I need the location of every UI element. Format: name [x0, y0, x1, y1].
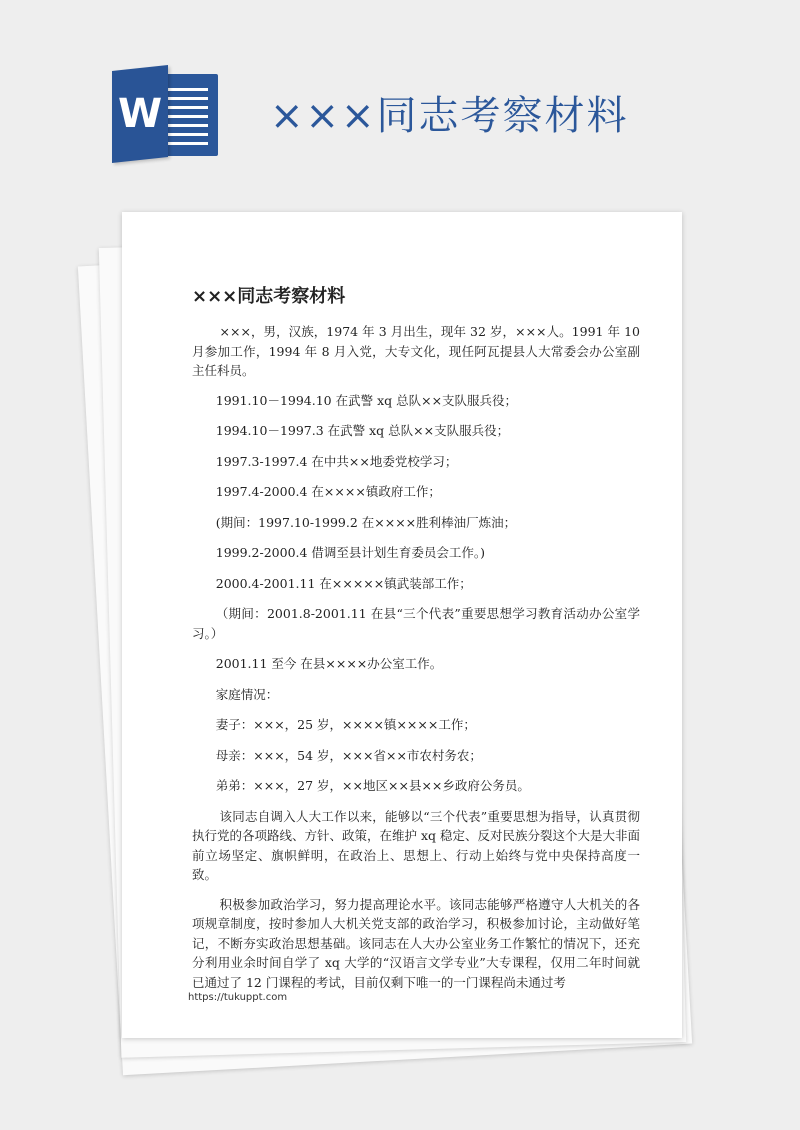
- family-item: 弟弟：×××，27 岁，××地区××县××乡政府公务员。: [215, 778, 530, 793]
- family-item: 母亲：×××，54 岁，×××省××市农村务农；: [215, 747, 482, 763]
- resume-item: 2000.4-2001.11 在×××××镇武装部工作；: [215, 575, 472, 591]
- paragraph-evaluation: 该同志自调入人大工作以来，能够以“三个代表”重要思想为指导，认真贯彻执行党的各项路线、方针、政策，在维护 xq 稳定、反对民族分裂这个大是大非面前立场坚定、旗帜鲜明，在政治上、思想上、行动上始终与党中央保持高度一致。: [192, 808, 640, 882]
- word-lines-decoration: [168, 88, 208, 151]
- footer-url: https://tukuppt.com: [188, 992, 288, 1003]
- family-item: 妻子：×××，25 岁，××××镇××××工作；: [215, 717, 476, 732]
- header-banner: [0, 0, 800, 200]
- resume-item: （期间：2001.8-2001.11 在县“三个代表”重要思想学习教育活动办公室学习。）: [192, 606, 640, 641]
- resume-item: 2001.11 至今 在县××××办公室工作。: [215, 656, 443, 671]
- resume-item: 1994.10－1997.3 在武警 xq 总队××支队服兵役；: [215, 423, 510, 438]
- paragraph-study: 积极参加政治学习，努力提高理论水平。该同志能够严格遵守人大机关的各项规章制度，按时参加人大机关党支部的政治学习，积极参加讨论，主动做好笔记，不断夯实政治思想基础。该同志在人大办公室业务工作繁忙的情况下，还充分利用业余时间自学了 xq 大学的“汉语言文学专业”大专课程，仅用二年时间就已通过了 12 门课程的考试，目前仅剩下唯一的一门课程尚未通过考: [192, 896, 640, 990]
- resume-item: 1997.4-2000.4 在××××镇政府工作；: [215, 484, 441, 499]
- header-title: ×××同志考察材料: [270, 93, 629, 139]
- paragraph-intro: ×××，男，汉族，1974 年 3 月出生，现年 32 岁，×××人。1991 年 10 月参加工作，1994 年 8 月入党，大专文化，现任阿瓦提县人大常委会办公室副主任科员。: [192, 324, 640, 378]
- document-page: [122, 212, 682, 1038]
- word-logo-letter: W: [117, 91, 163, 137]
- document-body: [192, 322, 640, 1002]
- document-title: ×××同志考察材料: [192, 286, 346, 307]
- family-heading: 家庭情况：: [215, 686, 279, 702]
- word-badge: [112, 65, 168, 163]
- word-logo-icon: [108, 68, 220, 160]
- resume-item: (期间：1997.10-1999.2 在××××胜利棒油厂炼油；: [215, 514, 517, 530]
- resume-item: 1997.3-1997.4 在中共××地委党校学习；: [215, 453, 458, 469]
- resume-item: 1991.10－1994.10 在武警 xq 总队××支队服兵役；: [215, 392, 518, 408]
- resume-item: 1999.2-2000.4 借调至县计划生育委员会工作。): [215, 545, 486, 560]
